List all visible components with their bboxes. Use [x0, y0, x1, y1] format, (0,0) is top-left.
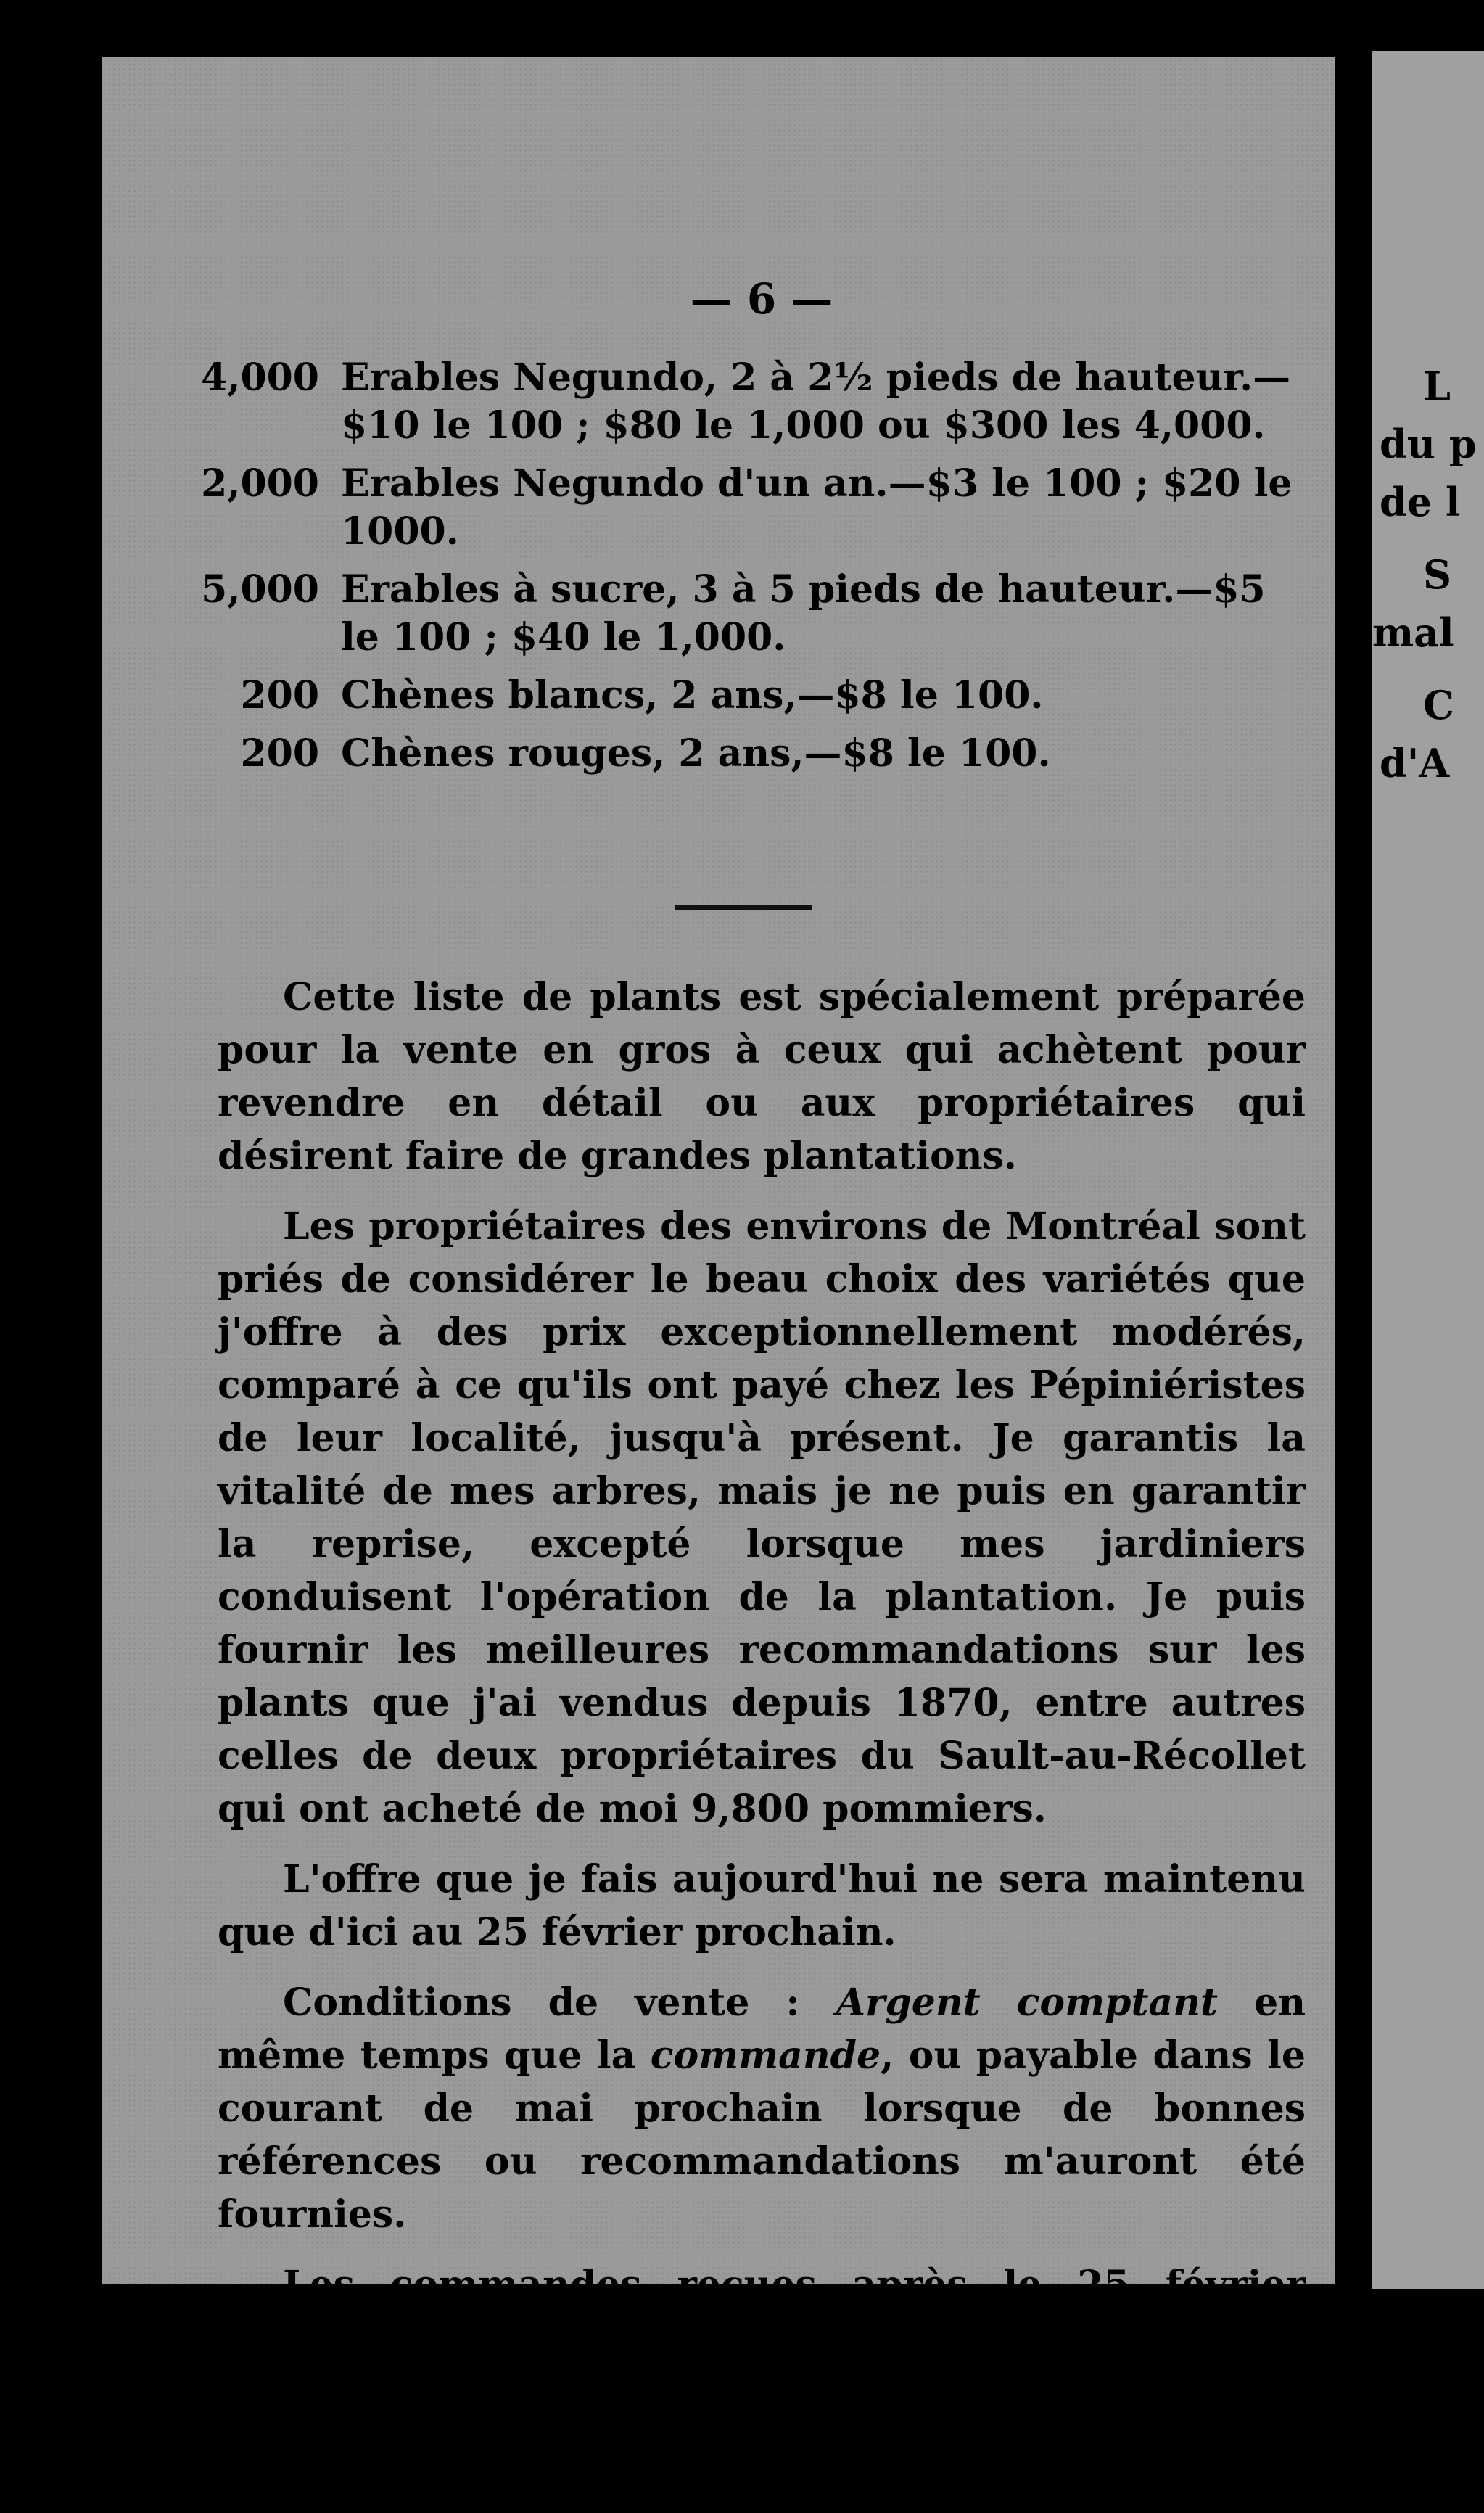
stock-row — [181, 354, 1313, 450]
adjacent-text-fragment: L — [1423, 363, 1451, 409]
conditions-text: en même temps que la — [218, 1981, 1306, 2078]
stock-description: Erables à sucre, 3 à 5 pieds de hauteur.—$5 le 100 ; $40 le 1,000. — [341, 567, 1266, 659]
stock-description: Chènes rouges, 2 ans,—$8 le 100. — [341, 731, 1051, 776]
stock-list — [181, 354, 1313, 788]
conditions-text: Conditions de vente : — [283, 1981, 836, 2025]
paragraph-sale-conditions — [218, 1976, 1306, 2241]
adjacent-text-fragment: mal — [1372, 609, 1454, 656]
stock-quantity: 200 — [240, 731, 319, 776]
stock-description: Erables Negundo d'un an.—$3 le 100 ; $20 le 1000. — [341, 461, 1293, 554]
stock-row — [181, 460, 1313, 556]
paragraph-wholesale-note: Cette liste de plants est spécialement préparée pour la vente en gros à ceux qui achètent pour revendre en détail ou aux propriétaires qui désirent faire de grandes plantations. — [218, 975, 1306, 1178]
stock-quantity: 2,000 — [201, 461, 319, 506]
adjacent-text-fragment: de l — [1380, 479, 1461, 525]
stock-quantity: 5,000 — [201, 567, 319, 612]
adjacent-text-fragment: S — [1423, 551, 1451, 598]
paragraph-late-orders: Les commandes reçues après le 25 février seront remplies au prix du Catalogue pour 1883-84. — [218, 2263, 1306, 2413]
stock-row — [181, 730, 1313, 778]
stock-row — [181, 672, 1313, 720]
document-page — [102, 57, 1335, 2413]
conditions-emphasis-cash: Argent comptant — [836, 1981, 1219, 2025]
stock-quantity: 200 — [240, 673, 319, 717]
stock-quantity: 4,000 — [201, 355, 319, 400]
stock-description: Chènes blancs, 2 ans,—$8 le 100. — [341, 673, 1044, 717]
adjacent-text-fragment: du p — [1380, 421, 1477, 467]
adjacent-page-edge — [1372, 51, 1484, 2289]
adjacent-text-fragment: C — [1423, 682, 1454, 728]
stock-row — [181, 566, 1313, 662]
paragraph-montreal-owners: Les propriétaires des environs de Montréal sont priés de considérer le beau choix des variétés que j'offre à des prix exceptionnellement modérés, comparé à ce qu'ils ont payé chez les Pépiniéristes de leur localité, jusqu'à présent. Je garantis la vitalité de mes arbres, mais je ne puis en garantir la reprise, excepté lorsque mes jardiniers conduisent l'opération de la plantation. Je puis fournir les meilleures recommandations sur les plants que j'ai vendus depuis 1870, entre autres celles de deux propriétaires du Sault-au-Récollet qui ont acheté de moi 9,800 pommiers. — [218, 1204, 1306, 1831]
page-number: — 6 — — [690, 274, 833, 324]
conditions-emphasis-order: commande — [650, 2033, 881, 2078]
section-divider — [675, 905, 812, 910]
stock-description: Erables Negundo, 2 à 2½ pieds de hauteur.—$10 le 100 ; $80 le 1,000 ou $300 les 4,000. — [341, 355, 1291, 448]
paragraph-offer-validity: L'offre que je fais aujourd'hui ne sera maintenu que d'ici au 25 février prochain. — [218, 1857, 1306, 1954]
conditions-text: , ou payable dans le courant de mai prochain lorsque de bonnes références ou recommandations m'auront été fournies. — [218, 2033, 1306, 2237]
body-text — [218, 971, 1306, 2435]
adjacent-text-fragment: d'A — [1380, 740, 1450, 786]
